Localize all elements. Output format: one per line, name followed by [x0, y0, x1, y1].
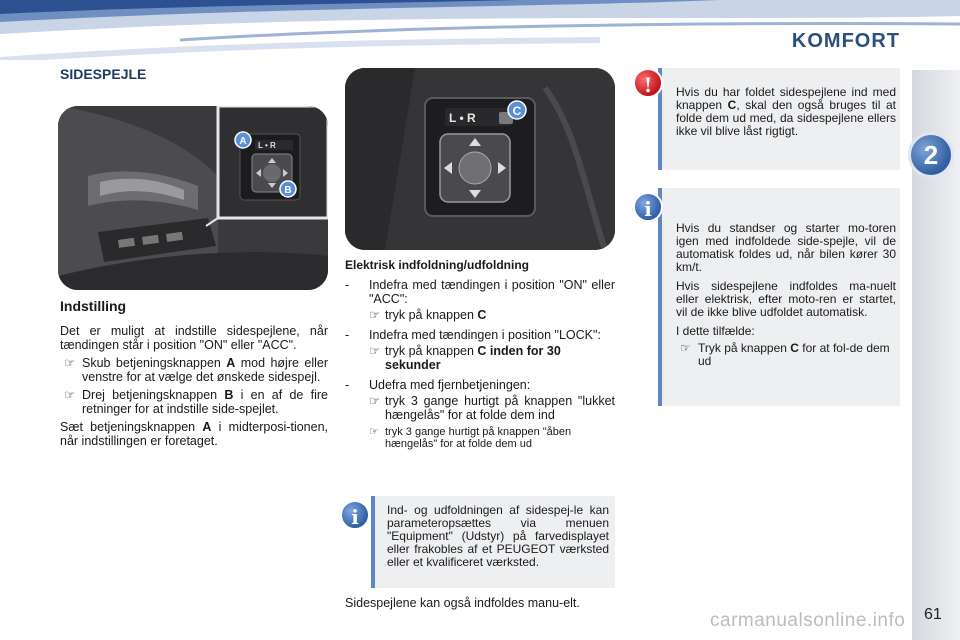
folding-item-1: - Indefra med tændingen i position "ON" eller "ACC": — [345, 278, 615, 306]
warning-box — [658, 68, 900, 170]
folding-item-1-sub-key: C — [477, 308, 487, 322]
pointer-hand-icon: ☞ — [64, 356, 76, 370]
panel-lr-label-mid: L • R — [449, 111, 476, 125]
remote-fold-in-text: tryk 3 gange hurtigt på knappen "lukket hængelås" for at folde dem ind — [385, 394, 615, 422]
auto-unfold-text — [676, 222, 896, 368]
outro-text-end: i midterposi-tionen, når indstillingen er foretaget. — [60, 420, 328, 448]
panel-lr-label-left: L • R — [258, 141, 276, 150]
warning-text-end: , skal den også bruges til at folde dem ud med, da sidespejlene ellers ikke vil blive låst rigtigt. — [676, 98, 896, 138]
warning-text-start: Hvis du har foldet sidespejlene ind med knappen — [676, 85, 896, 112]
equipment-info-text: Ind- og udfoldningen af sidespej-le kan parameteropsættes via menuen "Equipment" (Udstyr) på farvedisplayet eller frakobles af et PEUGEOT værksted eller et kvalificeret værksted. — [387, 503, 609, 569]
adjustment-heading: Indstilling — [60, 298, 127, 314]
equipment-info-box — [371, 496, 615, 588]
folding-item-3-text: Udefra med fjernbetjeningen: — [369, 378, 531, 392]
auto-unfold-info-box — [658, 188, 900, 406]
mirror-switch-photo — [345, 68, 615, 250]
step-1-key: A — [226, 356, 236, 370]
auto-unfold-p2: Hvis sidespejlene indfoldes ma-nuelt eller elektrisk, efter moto-ren er startet, vil de ikke blive udfoldet automatisk. — [676, 279, 896, 319]
folding-item-1-sub-text: tryk på knappen — [385, 308, 478, 322]
folding-item-2-sub — [345, 344, 615, 372]
warning-text — [676, 86, 896, 138]
step-2-key: B — [224, 388, 234, 402]
warning-icon: ! — [633, 68, 663, 98]
adjustment-outro — [60, 420, 328, 448]
mirror-switch-illustration — [345, 68, 615, 250]
outro-key: A — [202, 420, 212, 434]
remote-fold-out-text: tryk 3 gange hurtigt på knappen "åben hængelås" for at folde dem ud — [385, 426, 572, 450]
auto-unfold-bullet-key: C — [790, 341, 799, 355]
pointer-hand-icon: ☞ — [369, 426, 379, 438]
adjustment-intro: Det er muligt at indstille sidespejlene, når tændingen står i position "ON" eller "ACC". — [60, 324, 328, 352]
info-icon: i — [340, 500, 370, 530]
auto-unfold-bullet-text: Tryk på knappen — [698, 341, 791, 355]
outro-text: Sæt betjeningsknappen — [60, 420, 203, 434]
folding-item-3-sub-2 — [345, 426, 615, 450]
step-2-text: Drej betjeningsknappen — [82, 388, 225, 402]
label-c-marker: C — [512, 104, 522, 118]
folding-item-2-sub-key: C inden for 30 sekunder — [385, 344, 561, 372]
pointer-hand-icon: ☞ — [369, 308, 381, 322]
auto-unfold-bullet — [676, 342, 896, 368]
page-heading: SIDESPEJLE — [60, 66, 147, 82]
folding-item-2-sub-text: tryk på knappen — [385, 344, 478, 358]
step-1-text: Skub betjeningsknappen — [82, 356, 227, 370]
section-title: KOMFORT — [791, 30, 900, 52]
folding-text — [345, 258, 615, 450]
folding-item-2-text: Indefra med tændingen i position "LOCK": — [369, 328, 601, 342]
step-2-text-end: i en af de fire retninger for at indstille side-spejlet. — [82, 388, 328, 416]
step-1-text-end: mod højre eller venstre for at vælge det ønskede sidespejl. — [82, 356, 328, 384]
auto-unfold-p1: Hvis du standser og starter mo-toren igen med indfoldede side-spejle, vil de automatisk foldes ud, når bilen kører 30 km/t. — [676, 221, 896, 274]
door-panel-illustration — [58, 106, 328, 290]
manual-fold-note: Sidespejlene kan også indfoldes manu-elt. — [345, 596, 580, 610]
label-a-marker: A — [239, 136, 247, 147]
door-panel-photo — [58, 106, 328, 290]
label-b-marker: B — [284, 185, 292, 196]
adjustment-step-1 — [60, 356, 328, 384]
adjustment-text — [60, 324, 328, 452]
adjustment-step-2 — [60, 388, 328, 416]
info-icon: i — [633, 192, 663, 222]
folding-item-1-sub — [345, 308, 615, 322]
warning-key: C — [727, 98, 737, 112]
auto-unfold-bullet-text-end: for at fol-de dem ud — [698, 341, 890, 368]
pointer-hand-icon: ☞ — [369, 344, 381, 358]
chapter-badge: 2 — [908, 132, 954, 178]
watermark: carmanualsonline.info — [710, 610, 906, 631]
auto-unfold-p3: I dette tilfælde: — [676, 324, 755, 338]
folding-item-1-text: Indefra med tændingen i position "ON" eller "ACC": — [369, 278, 615, 306]
page-number: 61 — [924, 606, 942, 623]
folding-item-2: - Indefra med tændingen i position "LOCK": — [345, 328, 615, 342]
pointer-hand-icon: ☞ — [680, 341, 691, 355]
folding-heading: Elektrisk indfoldning/udfoldning — [345, 258, 529, 272]
folding-item-3-sub-1 — [345, 394, 615, 422]
folding-item-3: - Udefra med fjernbetjeningen: — [345, 378, 531, 392]
pointer-hand-icon: ☞ — [369, 394, 381, 408]
pointer-hand-icon: ☞ — [64, 388, 76, 402]
